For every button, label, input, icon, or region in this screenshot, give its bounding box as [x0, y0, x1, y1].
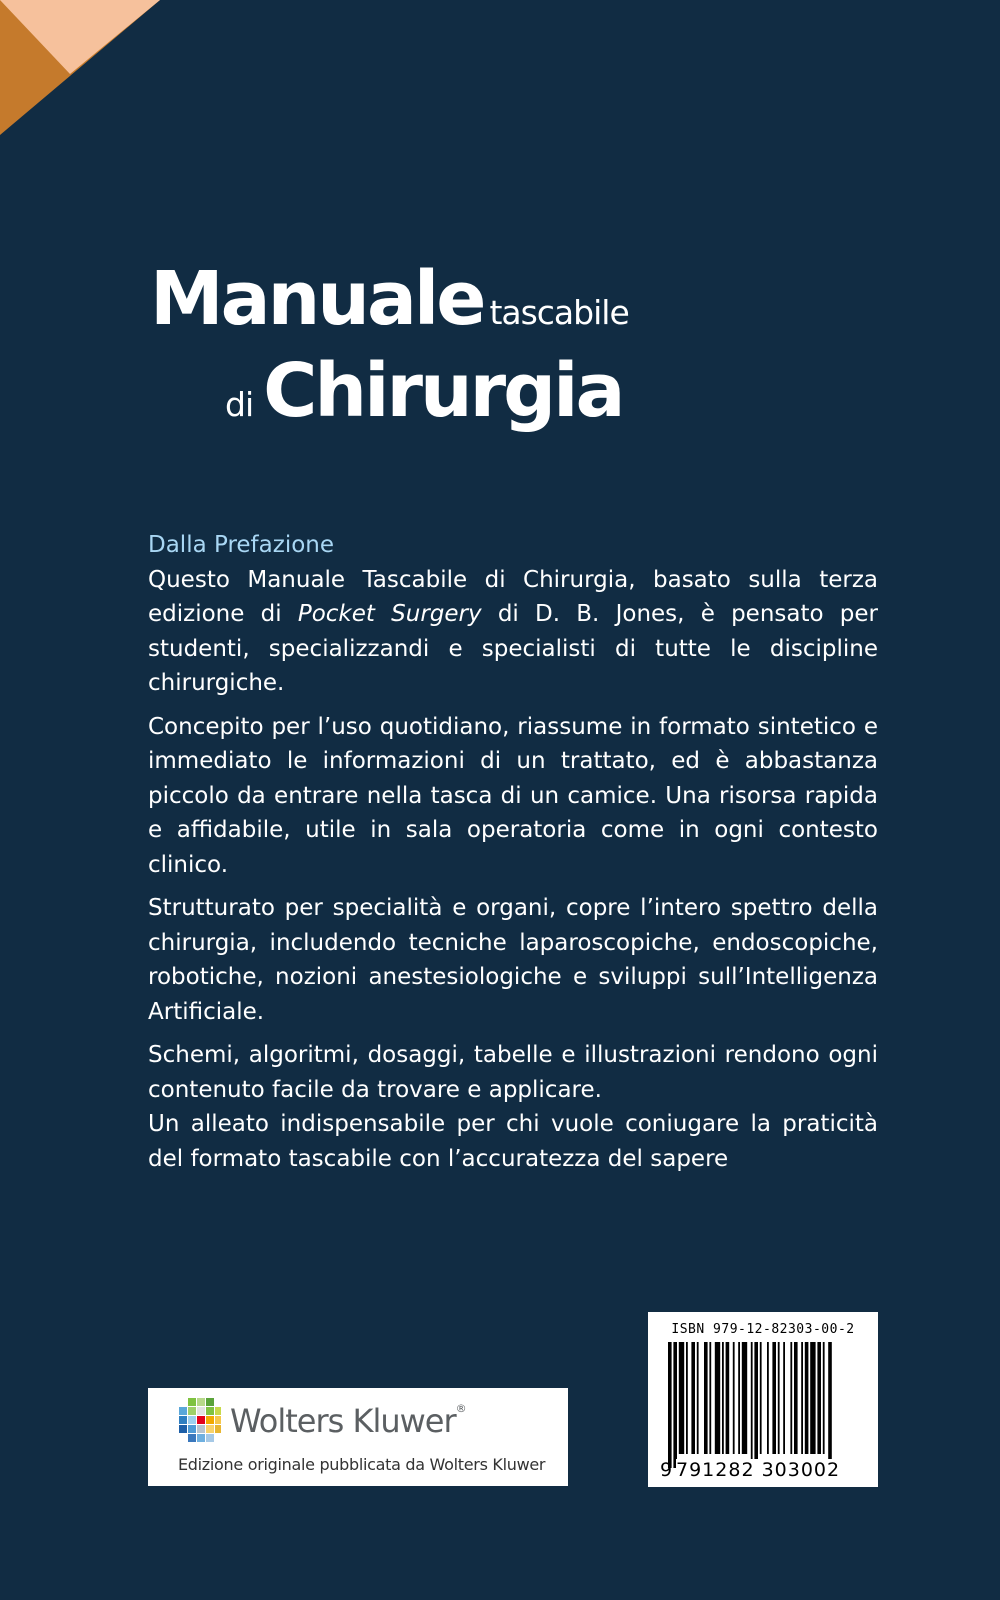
- barcode-bar: [772, 1342, 776, 1454]
- barcode-bar: [760, 1342, 762, 1454]
- barcode-bar: [738, 1342, 740, 1454]
- title-manuale: Manuale: [150, 256, 484, 342]
- barcode-bar: [817, 1342, 821, 1454]
- barcode-bar: [767, 1342, 769, 1454]
- barcode-bar: [790, 1342, 792, 1454]
- publisher-name: Wolters Kluwer®: [230, 1402, 466, 1440]
- barcode-bar: [783, 1342, 785, 1454]
- barcode-bar: [704, 1342, 708, 1454]
- preface-paragraph-3: Strutturato per specialità e organi, copre l’intero spettro della chirurgia, includendo tecniche laparoscopiche, endoscopiche, robotiche, nozioni anestesiologiche e sviluppi sull’Intelligenza Artificiale.: [148, 895, 878, 1025]
- barcode-bar: [828, 1342, 832, 1468]
- preface-paragraph-4: Schemi, algoritmi, dosaggi, tabelle e illustrazioni rendono ogni contenuto facile da trovare e applicare.: [148, 1042, 878, 1103]
- pocket-surgery-title: Pocket Surgery: [297, 601, 482, 627]
- isbn-digits: 9 791282 303002: [660, 1459, 841, 1481]
- barcode-bar: [697, 1342, 699, 1454]
- barcode-bar: [778, 1342, 780, 1454]
- barcode-bar: [668, 1342, 672, 1468]
- barcode-bar: [805, 1342, 809, 1454]
- title-tascabile: tascabile: [489, 293, 629, 332]
- barcode-bar: [751, 1342, 753, 1468]
- barcode-bar: [754, 1342, 758, 1468]
- barcode-bar: [810, 1342, 815, 1454]
- preface-text: [148, 528, 878, 1185]
- barcode-bar: [722, 1342, 724, 1454]
- barcode-bar: [686, 1342, 688, 1454]
- publisher-box: [148, 1388, 568, 1486]
- barcode-bar: [673, 1342, 677, 1468]
- wolters-kluwer-logo-icon: [176, 1396, 224, 1444]
- barcode-bar: [726, 1342, 730, 1454]
- barcode-bar: [801, 1342, 803, 1454]
- barcode-bar: [709, 1342, 711, 1454]
- preface-paragraph-1: Questo Manuale Tascabile di Chirurgia, basato sulla terza edizione di Pocket Surgery di D. B. Jones, è pensato per studenti, specializzandi e specialisti di tutte le discipline chirurgiche.: [148, 566, 878, 696]
- preface-paragraph-5: Un alleato indispensabile per chi vuole coniugare la praticità del formato tascabile con l’accuratezza del sapere: [148, 1111, 878, 1172]
- barcode-bar: [679, 1342, 684, 1454]
- isbn-barcode-box: [648, 1312, 878, 1487]
- corner-decoration: [0, 0, 160, 140]
- barcode-bar: [794, 1342, 798, 1454]
- barcode-bar: [742, 1342, 747, 1454]
- barcode: [660, 1342, 866, 1472]
- barcode-bar: [691, 1342, 695, 1454]
- barcode-bar: [823, 1342, 825, 1454]
- title-chirurgia: Chirurgia: [263, 348, 623, 434]
- isbn-label: ISBN 979-12-82303-00-2: [671, 1322, 855, 1337]
- barcode-bar: [733, 1342, 735, 1454]
- publisher-caption: Edizione originale pubblicata da Wolters Kluwer: [178, 1455, 546, 1474]
- barcode-bar: [715, 1342, 720, 1454]
- preface-paragraph-2: Concepito per l’uso quotidiano, riassume in formato sintetico e immediato le informazioni di un trattato, ed è abbastanza piccolo da entrare nella tasca di un camice. Una risorsa rapida e affidabile, utile in sala operatoria come in ogni contesto clinico.: [148, 713, 878, 878]
- preface-heading: Dalla Prefazione: [148, 532, 335, 558]
- title-di: di: [225, 385, 254, 424]
